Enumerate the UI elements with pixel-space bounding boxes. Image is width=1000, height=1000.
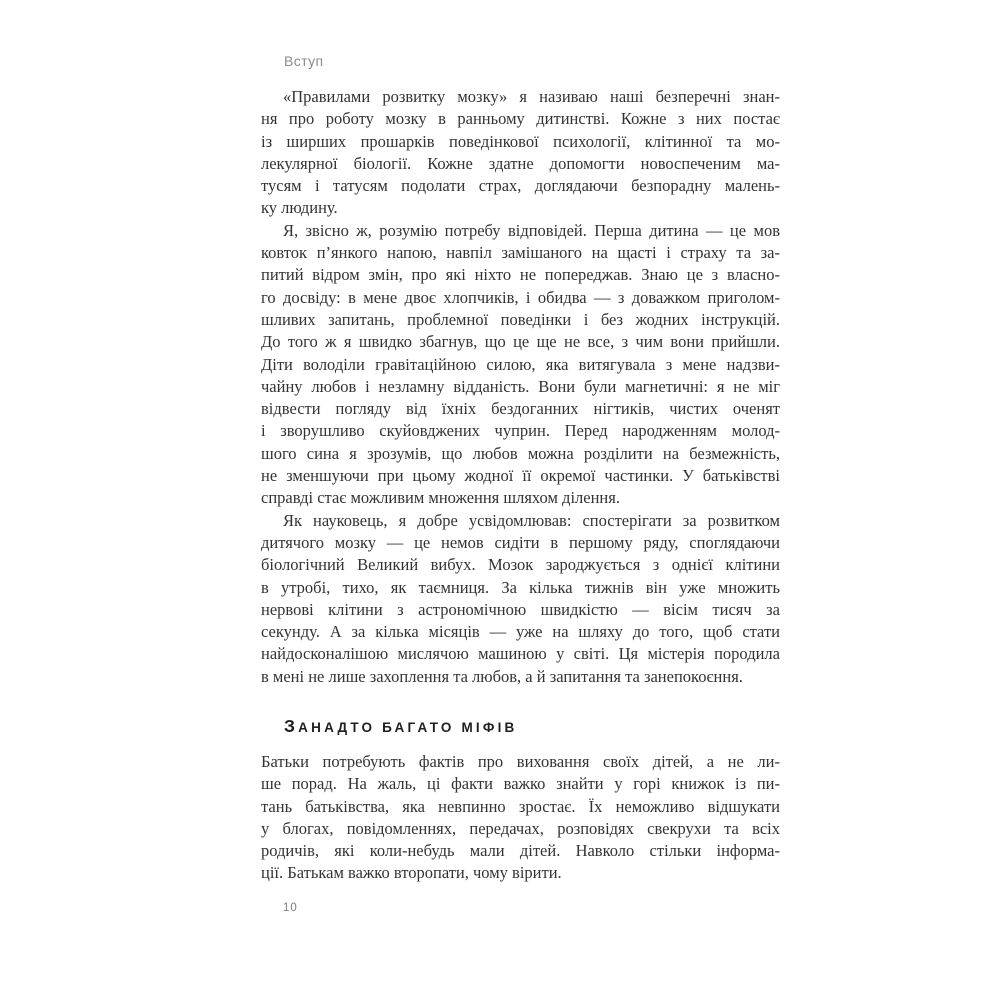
running-header: Вступ [284, 53, 324, 69]
text-line: ше порад. На жаль, ці факти важко знайти у горі книжок із пи- [261, 774, 780, 794]
text-line: відвести погляду від їхніх бездоганних нігтиків, чистих оченят [261, 399, 780, 419]
text-line: ковток п’янкого напою, навпіл замішаного на щасті і страху та за- [261, 243, 780, 263]
text-line: лекулярної біології. Кожне здатне допомогти новоспеченим ма- [261, 153, 780, 173]
text-line: біологічний Великий вибух. Мозок зароджується з однієї клітини [261, 555, 780, 575]
text-line: справді стає можливим множення шляхом ділення. [261, 488, 620, 508]
text-line: у блогах, повідомленнях, передачах, розповідях свекрухи та всіх [261, 818, 780, 838]
text-line: нервові клітини з астрономічною швидкістю — вісім тисяч за [261, 599, 780, 619]
page-number: 10 [283, 902, 298, 914]
text-line: чайну любов і незламну відданість. Вони були магнетичні: я не міг [261, 376, 780, 396]
text-line: в мені не лише захоплення та любов, а й запитання та занепокоєння. [261, 666, 743, 686]
text-line: і зворушливо скуйовджених чуприн. Перед народженням молод- [261, 421, 780, 441]
text-line: ції. Батькам важко второпати, чому вірити. [261, 863, 562, 883]
text-line: тань батьківства, яка невпинно зростає. Їх неможливо відшукати [261, 796, 780, 816]
text-line: ня про роботу мозку в ранньому дитинстві. Кожне з них постає [261, 109, 780, 129]
text-line: в утробі, тихо, як таємниця. За кілька тижнів він уже множить [261, 577, 780, 597]
text-line: найдосконалішою мислячою машиною у світі. Ця містерія породила [261, 644, 780, 664]
text-line: із ширших прошарків поведінкової психології, клітинної та мо- [261, 131, 780, 151]
text-line: ку людину. [261, 198, 338, 218]
text-line: го досвіду: в мене двоє хлопчиків, і обидва — з доважком приголом- [261, 287, 780, 307]
text-line: шого сина я зрозумів, що любов можна розділити на безмежність, [261, 443, 780, 463]
text-line: тусям і татусям подолати страх, доглядаючи безпорадну малень- [261, 176, 780, 196]
text-line: «Правилами розвитку мозку» я називаю наші безперечні знан- [283, 87, 780, 106]
text-line: Батьки потребують фактів про виховання своїх дітей, а не ли- [261, 752, 780, 771]
text-line: Як науковець, я добре усвідомлював: спостерігати за розвитком [283, 510, 780, 530]
text-line: Я, звісно ж, розумію потребу відповідей. Перша дитина — це мов [283, 220, 780, 240]
text-line: Діти володіли гравітаційною силою, яка витягувала з мене надзви- [261, 354, 780, 374]
text-line: шливих запитань, проблемної поведінки і без жодних інструкцій. [261, 309, 780, 329]
myths-paragraphs [261, 751, 780, 885]
text-line: питий відром змін, про які ніхто не попереджав. Знаю це з власно- [261, 265, 780, 285]
text-line: дитячого мозку — це немов сидіти в першому ряду, споглядаючи [261, 532, 780, 552]
intro-paragraphs [261, 86, 780, 688]
text-line: родичів, які коли-небудь мали дітей. Навколо стільки інформа- [261, 841, 780, 861]
text-line: секунду. А за кілька місяців — уже на шляху до того, щоб стати [261, 622, 780, 642]
text-line: До того ж я швидко збагнув, що це ще не все, з чим вони прийшли. [261, 332, 780, 352]
section-heading: ЗАНАДТО БАГАТО МІФІВ [284, 716, 518, 736]
text-line: не зменшуючи при цьому жодної її окремої частинки. У батьківстві [261, 466, 780, 486]
